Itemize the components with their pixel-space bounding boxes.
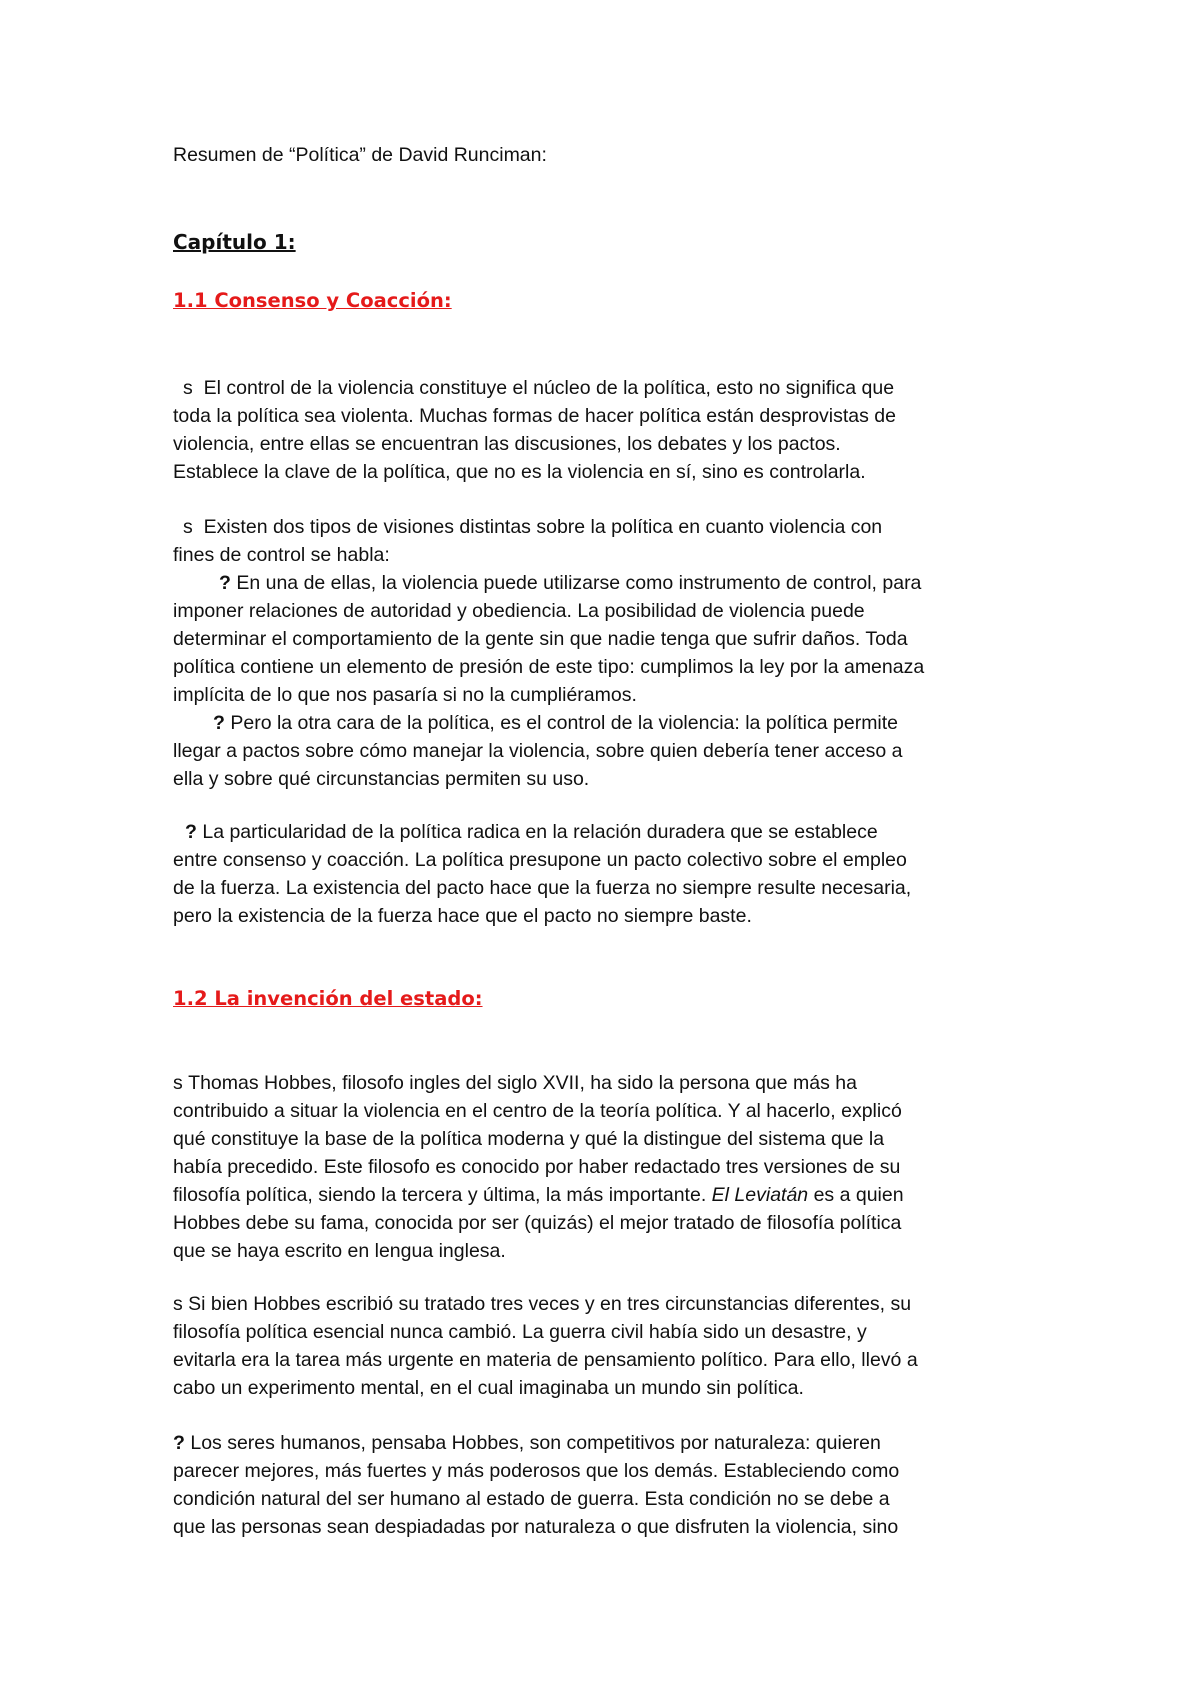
bullet-s: s xyxy=(173,1293,183,1315)
paragraph-dos-visiones xyxy=(173,513,1053,793)
paragraph-line xyxy=(173,818,1053,846)
paragraph-line: pero la existencia de la fuerza hace que el pacto no siempre baste. xyxy=(173,905,752,927)
book-title-italic: El Leviatán xyxy=(711,1184,809,1206)
paragraph-line xyxy=(173,1290,1053,1318)
paragraph-line: toda la política sea violenta. Muchas formas de hacer política están desprovistas de xyxy=(173,405,896,427)
paragraph-line: Establece la clave de la política, que no es la violencia en sí, sino es controlarla. xyxy=(173,461,866,483)
paragraph-control-violencia xyxy=(173,374,1053,486)
bullet-s: s xyxy=(173,1072,183,1094)
paragraph-line: que las personas sean despiadadas por naturaleza o que disfruten la violencia, sino xyxy=(173,1516,899,1538)
chapter-heading: Capítulo 1: xyxy=(173,230,296,254)
question-bullet-icon: ? xyxy=(173,1432,185,1454)
question-bullet-icon: ? xyxy=(219,572,231,594)
paragraph-hobbes xyxy=(173,1069,1053,1265)
sub-bullet-line xyxy=(173,709,1053,737)
paragraph-tratado xyxy=(173,1290,1053,1402)
paragraph-line-text: Si bien Hobbes escribió su tratado tres veces y en tres circunstancias diferentes, su xyxy=(188,1293,912,1315)
paragraph-line-text: Los seres humanos, pensaba Hobbes, son competitivos por naturaleza: quieren xyxy=(190,1432,881,1454)
paragraph-line: violencia, entre ellas se encuentran las discusiones, los debates y los pactos. xyxy=(173,433,841,455)
paragraph-line-text: Existen dos tipos de visiones distintas sobre la política en cuanto violencia con xyxy=(203,516,883,538)
paragraph-line-text: es a quien xyxy=(813,1184,904,1206)
paragraph-line xyxy=(173,513,1053,541)
paragraph-line: que se haya escrito en lengua inglesa. xyxy=(173,1240,506,1262)
document-title xyxy=(173,141,1053,169)
paragraph-line-text: Thomas Hobbes, filosofo ingles del siglo XVII, ha sido la persona que más ha xyxy=(188,1072,857,1094)
document-title-text: Resumen de “Política” de David Runciman: xyxy=(173,144,547,166)
paragraph-line: contribuido a situar la violencia en el centro de la teoría política. Y al hacerlo, explicó xyxy=(173,1100,902,1122)
question-bullet-icon: ? xyxy=(213,712,225,734)
paragraph-line xyxy=(173,374,1053,402)
paragraph-line: qué constituye la base de la política moderna y qué la distingue del sistema que la xyxy=(173,1128,885,1150)
paragraph-line: de la fuerza. La existencia del pacto hace que la fuerza no siempre resulte necesaria, xyxy=(173,877,912,899)
paragraph-line: implícita de lo que nos pasaría si no la cumpliéramos. xyxy=(173,684,637,706)
paragraph-line: política contiene un elemento de presión de este tipo: cumplimos la ley por la amenaza xyxy=(173,656,925,678)
paragraph-line: cabo un experimento mental, en el cual imaginaba un mundo sin política. xyxy=(173,1377,804,1399)
question-bullet-icon: ? xyxy=(185,821,197,843)
paragraph-line: determinar el comportamiento de la gente sin que nadie tenga que sufrir daños. Toda xyxy=(173,628,908,650)
paragraph-line-text: En una de ellas, la violencia puede utilizarse como instrumento de control, para xyxy=(236,572,922,594)
paragraph-line-text: El control de la violencia constituye el núcleo de la política, esto no significa que xyxy=(203,377,895,399)
bullet-s: s xyxy=(183,377,193,399)
paragraph-line-text: filosofía política, siendo la tercera y última, la más importante. xyxy=(173,1184,707,1206)
paragraph-line xyxy=(173,1069,1053,1097)
bullet-s: s xyxy=(183,516,193,538)
paragraph-line: ella y sobre qué circunstancias permiten su uso. xyxy=(173,768,590,790)
section-heading-1-2: 1.2 La invención del estado: xyxy=(173,987,483,1010)
paragraph-line-text: La particularidad de la política radica en la relación duradera que se establece xyxy=(202,821,878,843)
paragraph-line xyxy=(173,1429,1053,1457)
paragraph-line: evitarla era la tarea más urgente en materia de pensamiento político. Para ello, llevó a xyxy=(173,1349,918,1371)
section-heading-1-1: 1.1 Consenso y Coacción: xyxy=(173,289,452,312)
paragraph-line: entre consenso y coacción. La política presupone un pacto colectivo sobre el empleo xyxy=(173,849,907,871)
paragraph-line xyxy=(173,1181,1053,1209)
paragraph-line: condición natural del ser humano al estado de guerra. Esta condición no se debe a xyxy=(173,1488,890,1510)
paragraph-seres-humanos xyxy=(173,1429,1053,1541)
paragraph-line: filosofía política esencial nunca cambió. La guerra civil había sido un desastre, y xyxy=(173,1321,867,1343)
paragraph-line: había precedido. Este filosofo es conocido por haber redactado tres versiones de su xyxy=(173,1156,901,1178)
paragraph-line: Hobbes debe su fama, conocida por ser (quizás) el mejor tratado de filosofía política xyxy=(173,1212,902,1234)
paragraph-line: parecer mejores, más fuertes y más poderosos que los demás. Estableciendo como xyxy=(173,1460,900,1482)
paragraph-line: fines de control se habla: xyxy=(173,544,390,566)
paragraph-line: imponer relaciones de autoridad y obediencia. La posibilidad de violencia puede xyxy=(173,600,865,622)
sub-bullet-line xyxy=(173,569,1053,597)
paragraph-line: llegar a pactos sobre cómo manejar la violencia, sobre quien debería tener acceso a xyxy=(173,740,903,762)
paragraph-particularidad xyxy=(173,818,1053,930)
paragraph-line-text: Pero la otra cara de la política, es el control de la violencia: la política permite xyxy=(230,712,899,734)
